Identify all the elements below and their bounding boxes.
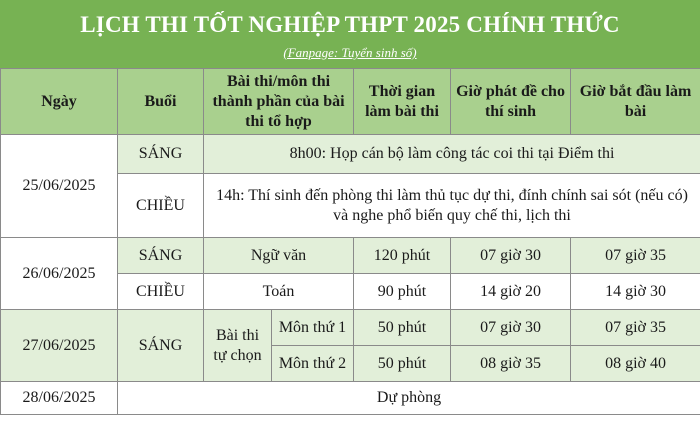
start-time-cell: 07 giờ 35 [571,238,700,274]
note-cell: 8h00: Họp cán bộ làm công tác coi thi tại Điểm thi [204,135,700,174]
column-header-subject: Bài thi/môn thi thành phần của bài thi tổ hợp [204,69,354,135]
date-cell: 27/06/2025 [1,310,118,382]
session-cell: SÁNG [118,135,204,174]
schedule-table [0,68,700,415]
distribution-time-cell: 14 giờ 20 [451,274,571,310]
title-band [0,0,700,70]
start-time-cell: 14 giờ 30 [571,274,700,310]
subject-cell: Toán [204,274,354,310]
subject-cell: Môn thứ 2 [272,346,354,382]
start-time-cell: 07 giờ 35 [571,310,700,346]
table-row [1,382,700,415]
date-cell: 26/06/2025 [1,238,118,310]
session-cell: SÁNG [118,310,204,382]
distribution-time-cell: 07 giờ 30 [451,310,571,346]
duration-cell: 50 phút [354,310,451,346]
table-row [1,135,700,174]
duration-cell: 90 phút [354,274,451,310]
duration-cell: 120 phút [354,238,451,274]
distribution-time-cell: 08 giờ 35 [451,346,571,382]
date-cell: 25/06/2025 [1,135,118,238]
page-title: LỊCH THI TỐT NGHIỆP THPT 2025 CHÍNH THỨC [80,12,620,37]
subject-cell: Ngữ văn [204,238,354,274]
fanpage-link[interactable]: (Fanpage: Tuyển sinh số) [283,45,417,60]
note-cell: 14h: Thí sinh đến phòng thi làm thủ tục dự thi, đính chính sai sót (nếu có) và nghe phổ biến quy chế thi, lịch thi [204,174,700,238]
subject-cell: Môn thứ 1 [272,310,354,346]
column-header-distribution-time: Giờ phát đề cho thí sinh [451,69,571,135]
column-header-session: Buổi [118,69,204,135]
table-row [1,238,700,274]
column-header-duration: Thời gian làm bài thi [354,69,451,135]
session-cell: CHIỀU [118,274,204,310]
session-cell: CHIỀU [118,174,204,238]
duration-cell: 50 phút [354,346,451,382]
date-cell: 28/06/2025 [1,382,118,415]
column-header-date: Ngày [1,69,118,135]
distribution-time-cell: 07 giờ 30 [451,238,571,274]
table-header-row [1,69,700,135]
table-row [1,310,700,346]
session-cell: SÁNG [118,238,204,274]
elective-group-cell: Bài thi tự chọn [204,310,272,382]
column-header-start-time: Giờ bắt đầu làm bài [571,69,700,135]
note-cell: Dự phòng [118,382,700,415]
start-time-cell: 08 giờ 40 [571,346,700,382]
